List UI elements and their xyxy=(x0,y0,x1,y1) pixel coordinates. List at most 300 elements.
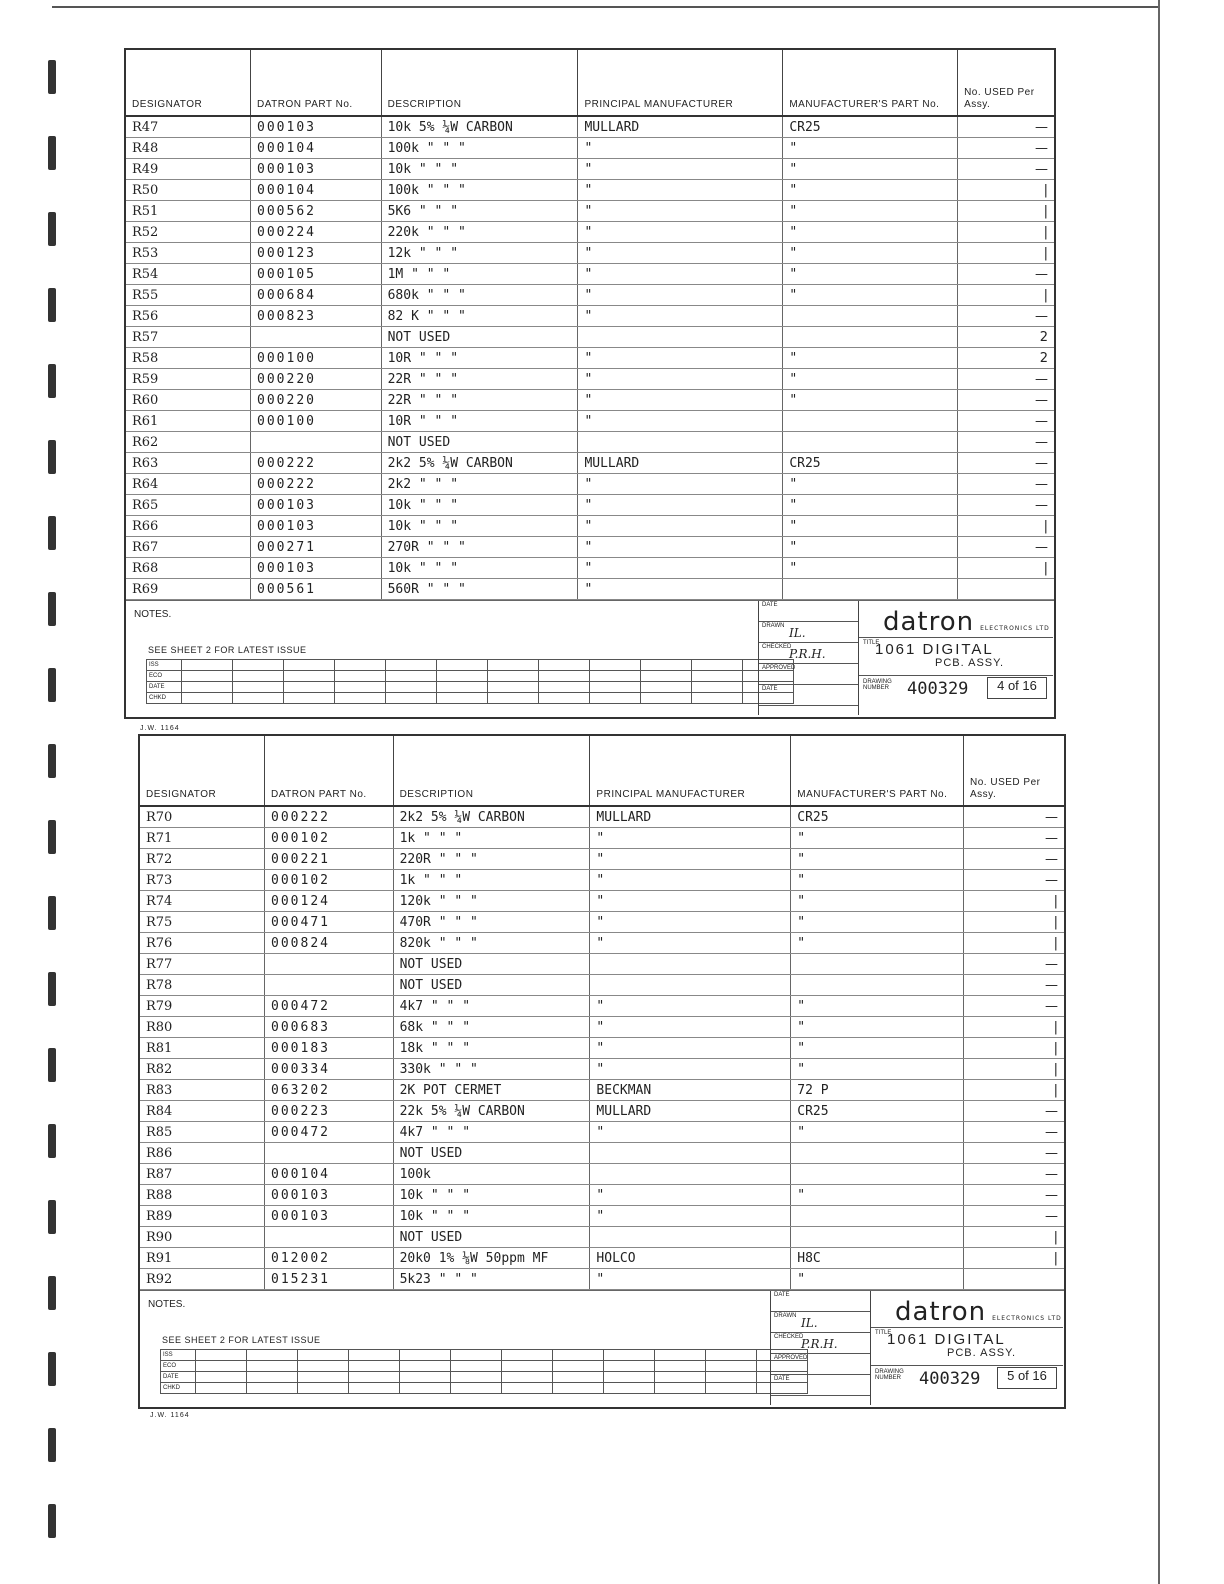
datron-part-cell: 015231 xyxy=(265,1269,394,1290)
designator-cell: R49 xyxy=(126,159,251,180)
parts-table xyxy=(140,736,1064,1290)
manufacturer-cell: " xyxy=(578,264,783,285)
manufacturer-cell: " xyxy=(578,180,783,201)
manufacturer-cell: " xyxy=(578,243,783,264)
description-cell: NOT USED xyxy=(393,954,590,975)
manufacturer-part-cell: " xyxy=(783,495,958,516)
approval-date-label: DATE xyxy=(774,1292,790,1298)
notes-label: NOTES. xyxy=(148,1299,186,1310)
form-reference: J.W. 1164 xyxy=(150,1412,190,1419)
datron-part-cell: 000102 xyxy=(265,828,394,849)
binding-hole xyxy=(48,592,56,626)
manufacturer-part-cell xyxy=(791,954,964,975)
designator-cell: R85 xyxy=(140,1122,265,1143)
manufacturer-part-cell: " xyxy=(783,516,958,537)
binding-hole xyxy=(48,1124,56,1158)
table-row xyxy=(140,1038,1064,1059)
manufacturer-part-cell: " xyxy=(783,138,958,159)
description-cell: NOT USED xyxy=(393,1227,590,1248)
table-row xyxy=(126,348,1054,369)
eco-label: ECO xyxy=(147,671,182,682)
manufacturer-cell: " xyxy=(578,516,783,537)
description-cell: 4k7 " " " xyxy=(393,1122,590,1143)
designator-cell: R53 xyxy=(126,243,251,264)
qty-cell: — xyxy=(958,116,1054,138)
qty-cell: | xyxy=(964,1248,1064,1269)
manufacturer-cell: " xyxy=(590,1059,791,1080)
parts-table xyxy=(126,50,1054,600)
description-cell: 120k " " " xyxy=(393,891,590,912)
manufacturer-cell: " xyxy=(578,474,783,495)
binding-hole xyxy=(48,440,56,474)
datron-part-cell: 000271 xyxy=(251,537,382,558)
datron-part-cell: 000471 xyxy=(265,912,394,933)
manufacturer-part-cell: 72 P xyxy=(791,1080,964,1101)
manufacturer-part-cell: CR25 xyxy=(783,453,958,474)
description-cell: 10k " " " xyxy=(393,1206,590,1227)
table-row xyxy=(140,891,1064,912)
designator-cell: R68 xyxy=(126,558,251,579)
table-row xyxy=(126,558,1054,579)
description-cell: 220k " " " xyxy=(381,222,578,243)
qty-cell: | xyxy=(964,912,1064,933)
description-cell: 4k7 " " " xyxy=(393,996,590,1017)
approval-block xyxy=(758,601,859,715)
manufacturer-cell: " xyxy=(590,912,791,933)
designator-cell: R76 xyxy=(140,933,265,954)
manufacturer-cell xyxy=(590,954,791,975)
qty-cell: — xyxy=(964,849,1064,870)
qty-cell: — xyxy=(964,975,1064,996)
table-row xyxy=(140,828,1064,849)
description-cell: 470R " " " xyxy=(393,912,590,933)
manufacturer-part-cell: " xyxy=(783,243,958,264)
datron-part-cell: 000104 xyxy=(265,1164,394,1185)
binding-hole xyxy=(48,972,56,1006)
header-designator: DESIGNATOR xyxy=(140,736,265,806)
qty-cell: — xyxy=(958,411,1054,432)
manufacturer-part-cell: " xyxy=(783,537,958,558)
binding-hole xyxy=(48,212,56,246)
description-cell: 220R " " " xyxy=(393,849,590,870)
manufacturer-cell: " xyxy=(578,138,783,159)
datron-part-cell: 000183 xyxy=(265,1038,394,1059)
manufacturer-part-cell: CR25 xyxy=(791,806,964,828)
manufacturer-cell: " xyxy=(578,306,783,327)
manufacturer-cell: " xyxy=(578,558,783,579)
description-cell: 2k2 " " " xyxy=(381,474,578,495)
table-row xyxy=(140,1206,1064,1227)
qty-cell: — xyxy=(964,1122,1064,1143)
title-label: TITLE xyxy=(863,640,880,646)
datron-part-cell: 000124 xyxy=(265,891,394,912)
qty-cell: — xyxy=(958,138,1054,159)
datron-part-cell: 000221 xyxy=(265,849,394,870)
manufacturer-cell: MULLARD xyxy=(590,1101,791,1122)
designator-cell: R81 xyxy=(140,1038,265,1059)
designator-cell: R78 xyxy=(140,975,265,996)
datron-part-cell: 000104 xyxy=(251,138,382,159)
datron-logo: datron ELECTRONICS LTD xyxy=(883,607,1050,637)
chkd-label: CHKD xyxy=(161,1383,196,1394)
qty-cell: — xyxy=(958,495,1054,516)
qty-cell: 2 xyxy=(958,348,1054,369)
manufacturer-part-cell xyxy=(791,1164,964,1185)
manufacturer-cell xyxy=(578,327,783,348)
designator-cell: R60 xyxy=(126,390,251,411)
checked-label: CHECKED xyxy=(762,644,792,650)
designator-cell: R79 xyxy=(140,996,265,1017)
datron-part-cell: 000103 xyxy=(251,558,382,579)
binding-hole xyxy=(48,60,56,94)
datron-part-cell: 000223 xyxy=(265,1101,394,1122)
manufacturer-part-cell: H8C xyxy=(791,1248,964,1269)
designator-cell: R87 xyxy=(140,1164,265,1185)
drawn-label: DRAWN xyxy=(762,623,785,629)
datron-part-cell: 012002 xyxy=(265,1248,394,1269)
manufacturer-cell: " xyxy=(578,285,783,306)
table-row xyxy=(126,116,1054,138)
qty-cell: | xyxy=(964,1227,1064,1248)
designator-cell: R77 xyxy=(140,954,265,975)
manufacturer-cell: MULLARD xyxy=(590,806,791,828)
description-cell: 18k " " " xyxy=(393,1038,590,1059)
designator-cell: R74 xyxy=(140,891,265,912)
header-datron-part: DATRON PART No. xyxy=(251,50,382,116)
manufacturer-part-cell: " xyxy=(783,369,958,390)
binding-hole xyxy=(48,516,56,550)
qty-cell: | xyxy=(958,285,1054,306)
qty-cell: | xyxy=(958,558,1054,579)
manufacturer-part-cell: " xyxy=(791,1122,964,1143)
manufacturer-cell: " xyxy=(578,369,783,390)
manufacturer-cell: " xyxy=(578,222,783,243)
manufacturer-part-cell: " xyxy=(791,996,964,1017)
manufacturer-cell: " xyxy=(590,849,791,870)
see-sheet-note: SEE SHEET 2 FOR LATEST ISSUE xyxy=(162,1335,321,1345)
qty-cell: — xyxy=(958,537,1054,558)
table-row xyxy=(126,516,1054,537)
table-row xyxy=(126,201,1054,222)
qty-cell: | xyxy=(964,1038,1064,1059)
description-cell: NOT USED xyxy=(381,327,578,348)
qty-cell: | xyxy=(964,891,1064,912)
manufacturer-part-cell: " xyxy=(791,1185,964,1206)
description-cell: 20k0 1% ⅛W 50ppm MF xyxy=(393,1248,590,1269)
qty-cell: — xyxy=(958,432,1054,453)
notes-label: NOTES. xyxy=(134,609,172,620)
table-row xyxy=(126,159,1054,180)
datron-part-cell xyxy=(265,1143,394,1164)
binding-hole xyxy=(48,1428,56,1462)
qty-cell: — xyxy=(964,1164,1064,1185)
qty-cell: 2 xyxy=(958,327,1054,348)
title-label: TITLE xyxy=(875,1330,892,1336)
table-row xyxy=(126,327,1054,348)
manufacturer-part-cell xyxy=(791,975,964,996)
binding-hole xyxy=(48,668,56,702)
description-cell: 2k2 5% ¼W CARBON xyxy=(381,453,578,474)
designator-cell: R71 xyxy=(140,828,265,849)
description-cell: 10k " " " xyxy=(381,495,578,516)
description-cell: 1M " " " xyxy=(381,264,578,285)
table-row xyxy=(126,369,1054,390)
manufacturer-part-cell: " xyxy=(791,1059,964,1080)
table-row xyxy=(140,1248,1064,1269)
description-cell: NOT USED xyxy=(393,1143,590,1164)
manufacturer-cell: MULLARD xyxy=(578,116,783,138)
manufacturer-part-cell: " xyxy=(783,348,958,369)
datron-part-cell: 000220 xyxy=(251,369,382,390)
description-cell: 100k " " " xyxy=(381,138,578,159)
description-cell: 10k 5% ¼W CARBON xyxy=(381,116,578,138)
binding-hole xyxy=(48,364,56,398)
datron-part-cell xyxy=(265,975,394,996)
manufacturer-cell: " xyxy=(590,996,791,1017)
manufacturer-cell xyxy=(590,1164,791,1185)
designator-cell: R80 xyxy=(140,1017,265,1038)
qty-cell: | xyxy=(958,222,1054,243)
drawing-number-label: DRAWING NUMBER xyxy=(875,1369,904,1381)
description-cell: 10k " " " xyxy=(381,159,578,180)
drawing-subtitle: PCB. ASSY. xyxy=(935,657,1005,669)
manufacturer-cell: " xyxy=(578,537,783,558)
manufacturer-part-cell: " xyxy=(783,390,958,411)
binding-hole xyxy=(48,1352,56,1386)
table-body xyxy=(140,806,1064,1290)
table-row xyxy=(126,474,1054,495)
table-row xyxy=(140,996,1064,1017)
drawing-subtitle: PCB. ASSY. xyxy=(947,1347,1017,1359)
parts-list-sheet-5 xyxy=(138,734,1066,1409)
qty-cell: — xyxy=(958,264,1054,285)
manufacturer-part-cell: " xyxy=(791,891,964,912)
qty-cell: | xyxy=(958,201,1054,222)
designator-cell: R65 xyxy=(126,495,251,516)
manufacturer-cell: " xyxy=(590,870,791,891)
datron-part-cell: 000334 xyxy=(265,1059,394,1080)
designator-cell: R56 xyxy=(126,306,251,327)
qty-cell: — xyxy=(958,306,1054,327)
date-label: DATE xyxy=(161,1372,196,1383)
binding-hole xyxy=(48,1200,56,1234)
description-cell: 330k " " " xyxy=(393,1059,590,1080)
datron-part-cell: 000222 xyxy=(251,474,382,495)
designator-cell: R70 xyxy=(140,806,265,828)
eco-label: ECO xyxy=(161,1361,196,1372)
designator-cell: R61 xyxy=(126,411,251,432)
qty-cell: — xyxy=(964,870,1064,891)
binding-hole xyxy=(48,896,56,930)
manufacturer-part-cell: " xyxy=(791,1017,964,1038)
qty-cell: — xyxy=(964,1101,1064,1122)
manufacturer-cell: " xyxy=(590,1206,791,1227)
qty-cell: — xyxy=(958,453,1054,474)
manufacturer-cell xyxy=(590,1227,791,1248)
manufacturer-part-cell: " xyxy=(791,912,964,933)
qty-cell: — xyxy=(958,369,1054,390)
designator-cell: R92 xyxy=(140,1269,265,1290)
drawing-number: 400329 xyxy=(907,679,969,699)
binding-hole xyxy=(48,744,56,778)
description-cell: 10k " " " xyxy=(393,1185,590,1206)
header-principal-manufacturer: PRINCIPAL MANUFACTURER xyxy=(590,736,791,806)
table-row xyxy=(126,453,1054,474)
manufacturer-part-cell xyxy=(791,1227,964,1248)
description-cell: 22R " " " xyxy=(381,369,578,390)
binding-holes xyxy=(48,0,56,1584)
form-reference: J.W. 1164 xyxy=(140,725,180,732)
description-cell: NOT USED xyxy=(393,975,590,996)
description-cell: 5k23 " " " xyxy=(393,1269,590,1290)
qty-cell: — xyxy=(964,806,1064,828)
table-row xyxy=(140,1059,1064,1080)
table-row xyxy=(140,1080,1064,1101)
datron-part-cell: 000103 xyxy=(251,516,382,537)
description-cell: 100k xyxy=(393,1164,590,1185)
datron-part-cell xyxy=(265,1227,394,1248)
approved-label: APPROVED xyxy=(774,1355,808,1361)
manufacturer-part-cell: " xyxy=(791,1038,964,1059)
qty-cell: — xyxy=(964,1206,1064,1227)
qty-cell: | xyxy=(958,516,1054,537)
manufacturer-cell: " xyxy=(578,201,783,222)
datron-part-cell: 000100 xyxy=(251,411,382,432)
description-cell: 100k " " " xyxy=(381,180,578,201)
description-cell: 680k " " " xyxy=(381,285,578,306)
manufacturer-cell: " xyxy=(590,1038,791,1059)
manufacturer-part-cell xyxy=(783,327,958,348)
table-row xyxy=(140,806,1064,828)
description-cell: 68k " " " xyxy=(393,1017,590,1038)
designator-cell: R62 xyxy=(126,432,251,453)
datron-part-cell: 000222 xyxy=(265,806,394,828)
date-label: DATE xyxy=(147,682,182,693)
approved-label: APPROVED xyxy=(762,665,796,671)
datron-part-cell: 000103 xyxy=(265,1206,394,1227)
manufacturer-part-cell xyxy=(783,411,958,432)
approved-date-label: DATE xyxy=(762,686,778,692)
table-row xyxy=(126,390,1054,411)
manufacturer-part-cell: " xyxy=(783,285,958,306)
manufacturer-part-cell: " xyxy=(791,933,964,954)
binding-hole xyxy=(48,1048,56,1082)
description-cell: NOT USED xyxy=(381,432,578,453)
datron-part-cell: 000103 xyxy=(251,495,382,516)
datron-part-cell: 000103 xyxy=(251,116,382,138)
manufacturer-cell: " xyxy=(590,933,791,954)
drawing-title: 1061 DIGITAL xyxy=(875,641,994,658)
designator-cell: R58 xyxy=(126,348,251,369)
datron-part-cell: 000104 xyxy=(251,180,382,201)
qty-cell: — xyxy=(964,996,1064,1017)
manufacturer-part-cell: CR25 xyxy=(791,1101,964,1122)
qty-cell: — xyxy=(964,1143,1064,1164)
description-cell: 5K6 " " " xyxy=(381,201,578,222)
manufacturer-cell: " xyxy=(590,1269,791,1290)
designator-cell: R69 xyxy=(126,579,251,600)
header-qty: No. USED Per Assy. xyxy=(958,50,1054,116)
approval-date-label: DATE xyxy=(762,602,778,608)
datron-part-cell xyxy=(251,432,382,453)
table-row xyxy=(140,1101,1064,1122)
manufacturer-cell: " xyxy=(578,348,783,369)
description-cell: 1k " " " xyxy=(393,870,590,891)
designator-cell: R83 xyxy=(140,1080,265,1101)
manufacturer-part-cell: " xyxy=(783,201,958,222)
table-row xyxy=(140,912,1064,933)
manufacturer-part-cell xyxy=(791,1206,964,1227)
sheet-number: 5 of 16 xyxy=(997,1367,1057,1389)
designator-cell: R51 xyxy=(126,201,251,222)
qty-cell: — xyxy=(958,159,1054,180)
table-row xyxy=(140,1185,1064,1206)
checked-by: P.R.H. xyxy=(789,647,826,661)
designator-cell: R91 xyxy=(140,1248,265,1269)
checked-label: CHECKED xyxy=(774,1334,804,1340)
datron-part-cell: 063202 xyxy=(265,1080,394,1101)
description-cell: 560R " " " xyxy=(381,579,578,600)
manufacturer-part-cell: CR25 xyxy=(783,116,958,138)
header-datron-part: DATRON PART No. xyxy=(265,736,394,806)
manufacturer-part-cell: " xyxy=(783,264,958,285)
parts-list-sheet-4 xyxy=(124,48,1056,719)
approval-block xyxy=(770,1291,871,1405)
table-row xyxy=(140,1122,1064,1143)
table-row xyxy=(140,1143,1064,1164)
title-block xyxy=(140,1290,1064,1407)
sheet-number: 4 of 16 xyxy=(987,677,1047,699)
datron-part-cell xyxy=(251,327,382,348)
qty-cell: — xyxy=(958,390,1054,411)
manufacturer-part-cell xyxy=(783,306,958,327)
manufacturer-cell: " xyxy=(590,891,791,912)
table-row xyxy=(140,954,1064,975)
table-row xyxy=(126,222,1054,243)
binding-hole xyxy=(48,1276,56,1310)
description-cell: 10R " " " xyxy=(381,411,578,432)
designator-cell: R88 xyxy=(140,1185,265,1206)
designator-cell: R82 xyxy=(140,1059,265,1080)
designator-cell: R66 xyxy=(126,516,251,537)
table-row xyxy=(126,432,1054,453)
binding-hole xyxy=(48,136,56,170)
description-cell: 82 K " " " xyxy=(381,306,578,327)
manufacturer-part-cell xyxy=(783,432,958,453)
title-block xyxy=(126,600,1054,717)
binding-hole xyxy=(48,1504,56,1538)
qty-cell: — xyxy=(964,954,1064,975)
description-cell: 22R " " " xyxy=(381,390,578,411)
designator-cell: R54 xyxy=(126,264,251,285)
drawn-by: IL. xyxy=(801,1316,818,1330)
binding-hole xyxy=(48,288,56,322)
datron-logo: datron ELECTRONICS LTD xyxy=(895,1297,1062,1327)
manufacturer-cell: " xyxy=(590,828,791,849)
designator-cell: R86 xyxy=(140,1143,265,1164)
header-designator: DESIGNATOR xyxy=(126,50,251,116)
table-row xyxy=(126,180,1054,201)
qty-cell: | xyxy=(958,243,1054,264)
manufacturer-cell: MULLARD xyxy=(578,453,783,474)
description-cell: 12k " " " xyxy=(381,243,578,264)
page-right-edge xyxy=(1158,0,1160,1584)
designator-cell: R59 xyxy=(126,369,251,390)
binding-hole xyxy=(48,820,56,854)
manufacturer-cell: " xyxy=(590,1122,791,1143)
designator-cell: R63 xyxy=(126,453,251,474)
manufacturer-cell: " xyxy=(578,579,783,600)
